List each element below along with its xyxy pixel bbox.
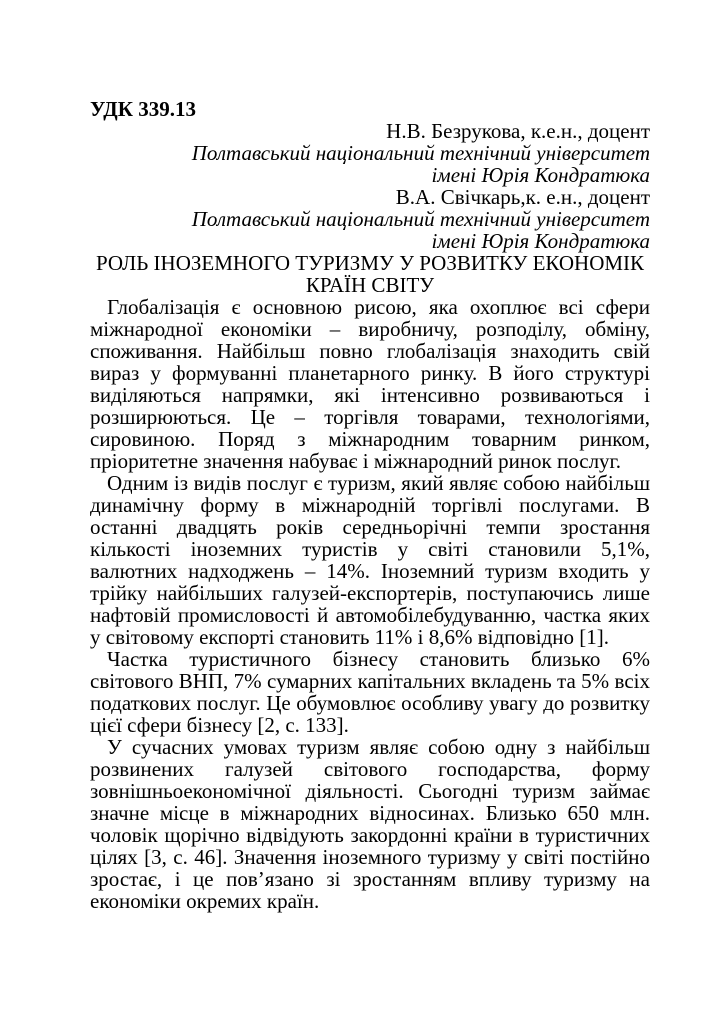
article-body xyxy=(90,296,650,912)
document-content xyxy=(90,98,650,912)
article-title: РОЛЬ ІНОЗЕМНОГО ТУРИЗМУ У РОЗВИТКУ ЕКОНОМІК КРАЇН СВІТУ xyxy=(95,251,645,297)
paragraph: Глобалізація є основною рисою, яка охоплює всі сфери міжнародної економіки – виробничу, розподілу, обміну, споживання. Найбільш повно глобалізація знаходить свій вираз у формуванні планетарного ринку. В його структурі виділяються напрямки, які інтенсивно розвиваються і розширюються. Це – торгівля товарами, технологіями, сировиною. Поряд з міжнародним товарним ринком, пріоритетне значення набуває і міжнародний ринок послуг. xyxy=(90,295,650,473)
author-name: В.А. Свічкарь,к. е.н., доцент xyxy=(395,185,650,209)
paragraph: Одним із видів послуг є туризм, який являє собою найбільш динамічну форму в міжнародній торгівлі послугами. В останні двадцять років середньорічні темпи зростання кількості іноземних туристів у світі становили 5,1%, валютних надходжень – 14%. Іноземний туризм входить у трійку найбільших галузей-експортерів, поступаючись лише нафтовій промисловості й автомобілебудуванню, частка яких у світовому експорті становить 11% і 8,6% відповідно [1]. xyxy=(90,471,650,649)
byline xyxy=(90,120,650,252)
udc-code: УДК 339.13 xyxy=(90,97,196,121)
paragraph: У сучасних умовах туризм являє собою одну з найбільш розвинених галузей світового господарства, форму зовнішньоекономічної діяльності. Сьогодні туризм займає значне місце в міжнародних відносинах. Близько 650 млн. чоловік щорічно відвідують закордонні країни в туристичних цілях [3, с. 46]. Значення іноземного туризму у світі постійно зростає, і це пов’язано зі зростанням впливу туризму на економіки окремих країн. xyxy=(90,735,650,913)
author-affiliation: імені Юрія Кондратюка xyxy=(431,229,650,253)
author-affiliation: імені Юрія Кондратюка xyxy=(431,163,650,187)
author-affiliation: Полтавський національний технічний університет xyxy=(191,141,650,165)
author-name: Н.В. Безрукова, к.е.н., доцент xyxy=(386,119,650,143)
author-affiliation: Полтавський національний технічний університет xyxy=(191,207,650,231)
paragraph: Частка туристичного бізнесу становить близько 6% світового ВНП, 7% сумарних капітальних вкладень та 5% всіх податкових послуг. Це обумовлює особливу увагу до розвитку цієї сфери бізнесу [2, с. 133]. xyxy=(90,647,650,737)
